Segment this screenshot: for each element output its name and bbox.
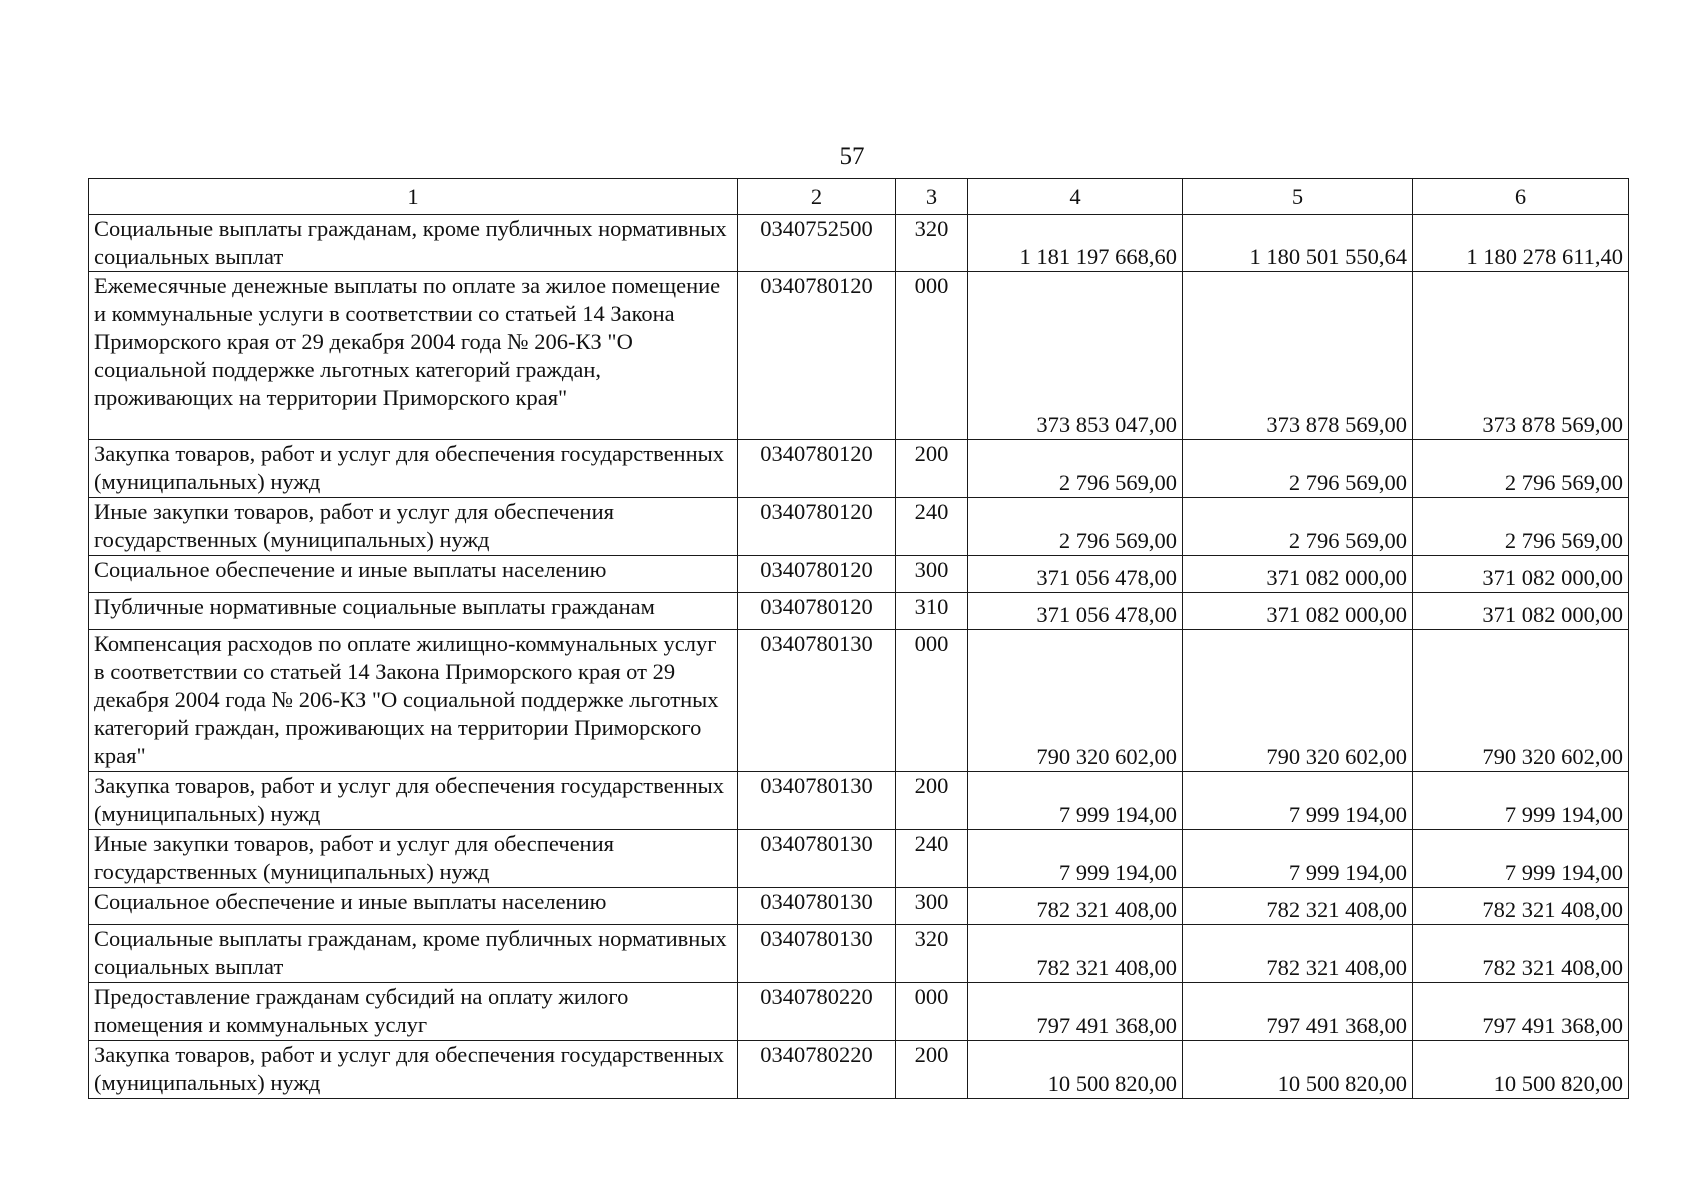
- row-amount-year3: 790 320 602,00: [1413, 630, 1629, 772]
- row-expense-type: 300: [896, 888, 968, 925]
- row-amount-year3: 10 500 820,00: [1413, 1041, 1629, 1099]
- row-name: Ежемесячные денежные выплаты по оплате за жилое помещение и коммунальные услуги в соответствии со статьей 14 Закона Приморского края от 29 декабря 2004 года № 206-КЗ "О социальной поддержке льготных категорий граждан, проживающих на территории Приморского края": [89, 272, 738, 440]
- row-amount-year3: 373 878 569,00: [1413, 272, 1629, 440]
- table-row: [89, 272, 1629, 440]
- row-name: Социальные выплаты гражданам, кроме публичных нормативных социальных выплат: [89, 925, 738, 983]
- row-name: Публичные нормативные социальные выплаты гражданам: [89, 593, 738, 630]
- row-amount-year2: 7 999 194,00: [1183, 830, 1413, 888]
- row-code: 0340780130: [738, 630, 896, 772]
- row-amount-year1: 797 491 368,00: [968, 983, 1183, 1041]
- row-amount-year2: 782 321 408,00: [1183, 888, 1413, 925]
- row-code: 0340780120: [738, 556, 896, 593]
- row-amount-year1: 7 999 194,00: [968, 772, 1183, 830]
- table-row: [89, 1041, 1629, 1099]
- row-name: Компенсация расходов по оплате жилищно-коммунальных услуг в соответствии со статьей 14 Закона Приморского края от 29 декабря 2004 года № 206-КЗ "О социальной поддержке льготных категорий граждан, проживающих на территории Приморского края": [89, 630, 738, 772]
- row-amount-year2: 797 491 368,00: [1183, 983, 1413, 1041]
- row-amount-year3: 782 321 408,00: [1413, 925, 1629, 983]
- row-name: Социальные выплаты гражданам, кроме публичных нормативных социальных выплат: [89, 215, 738, 272]
- row-code: 0340780120: [738, 498, 896, 556]
- row-expense-type: 200: [896, 772, 968, 830]
- table-header-row: [89, 179, 1629, 215]
- row-amount-year1: 371 056 478,00: [968, 593, 1183, 630]
- row-amount-year2: 371 082 000,00: [1183, 593, 1413, 630]
- row-amount-year3: 2 796 569,00: [1413, 440, 1629, 498]
- table-row: [89, 556, 1629, 593]
- row-amount-year1: 790 320 602,00: [968, 630, 1183, 772]
- row-expense-type: 310: [896, 593, 968, 630]
- row-amount-year3: 782 321 408,00: [1413, 888, 1629, 925]
- column-header: 2: [738, 179, 896, 215]
- row-amount-year2: 10 500 820,00: [1183, 1041, 1413, 1099]
- table-row: [89, 440, 1629, 498]
- column-header: 6: [1413, 179, 1629, 215]
- row-name: Иные закупки товаров, работ и услуг для обеспечения государственных (муниципальных) нужд: [89, 498, 738, 556]
- table-row: [89, 630, 1629, 772]
- table-row: [89, 498, 1629, 556]
- row-name: Закупка товаров, работ и услуг для обеспечения государственных (муниципальных) нужд: [89, 772, 738, 830]
- row-name: Закупка товаров, работ и услуг для обеспечения государственных (муниципальных) нужд: [89, 440, 738, 498]
- row-expense-type: 320: [896, 215, 968, 272]
- column-header: 5: [1183, 179, 1413, 215]
- column-header: 4: [968, 179, 1183, 215]
- row-amount-year2: 371 082 000,00: [1183, 556, 1413, 593]
- row-amount-year3: 2 796 569,00: [1413, 498, 1629, 556]
- row-code: 0340780130: [738, 925, 896, 983]
- table-row: [89, 593, 1629, 630]
- row-amount-year3: 371 082 000,00: [1413, 593, 1629, 630]
- row-amount-year3: 7 999 194,00: [1413, 830, 1629, 888]
- row-name: Социальное обеспечение и иные выплаты населению: [89, 888, 738, 925]
- row-amount-year2: 1 180 501 550,64: [1183, 215, 1413, 272]
- budget-table: [88, 178, 1629, 1099]
- table-row: [89, 983, 1629, 1041]
- row-amount-year3: 371 082 000,00: [1413, 556, 1629, 593]
- row-expense-type: 200: [896, 440, 968, 498]
- table-row: [89, 772, 1629, 830]
- row-expense-type: 000: [896, 983, 968, 1041]
- row-code: 0340780220: [738, 1041, 896, 1099]
- row-amount-year1: 7 999 194,00: [968, 830, 1183, 888]
- row-expense-type: 300: [896, 556, 968, 593]
- row-amount-year1: 373 853 047,00: [968, 272, 1183, 440]
- row-amount-year3: 1 180 278 611,40: [1413, 215, 1629, 272]
- column-header: 1: [89, 179, 738, 215]
- page-number: 57: [839, 143, 865, 170]
- row-amount-year3: 797 491 368,00: [1413, 983, 1629, 1041]
- row-amount-year2: 2 796 569,00: [1183, 440, 1413, 498]
- row-expense-type: 240: [896, 830, 968, 888]
- row-name: Иные закупки товаров, работ и услуг для обеспечения государственных (муниципальных) нужд: [89, 830, 738, 888]
- row-amount-year2: 373 878 569,00: [1183, 272, 1413, 440]
- row-expense-type: 200: [896, 1041, 968, 1099]
- row-code: 0340780130: [738, 772, 896, 830]
- row-amount-year2: 782 321 408,00: [1183, 925, 1413, 983]
- column-header: 3: [896, 179, 968, 215]
- table-row: [89, 925, 1629, 983]
- row-amount-year1: 782 321 408,00: [968, 888, 1183, 925]
- row-amount-year2: 7 999 194,00: [1183, 772, 1413, 830]
- row-code: 0340780120: [738, 272, 896, 440]
- row-amount-year3: 7 999 194,00: [1413, 772, 1629, 830]
- table-row: [89, 888, 1629, 925]
- row-name: Предоставление гражданам субсидий на оплату жилого помещения и коммунальных услуг: [89, 983, 738, 1041]
- row-amount-year2: 2 796 569,00: [1183, 498, 1413, 556]
- row-code: 0340752500: [738, 215, 896, 272]
- row-code: 0340780120: [738, 593, 896, 630]
- row-code: 0340780130: [738, 830, 896, 888]
- row-code: 0340780120: [738, 440, 896, 498]
- row-amount-year1: 2 796 569,00: [968, 498, 1183, 556]
- row-code: 0340780130: [738, 888, 896, 925]
- row-amount-year2: 790 320 602,00: [1183, 630, 1413, 772]
- row-expense-type: 000: [896, 272, 968, 440]
- row-expense-type: 000: [896, 630, 968, 772]
- row-amount-year1: 782 321 408,00: [968, 925, 1183, 983]
- row-amount-year1: 10 500 820,00: [968, 1041, 1183, 1099]
- row-code: 0340780220: [738, 983, 896, 1041]
- row-amount-year1: 2 796 569,00: [968, 440, 1183, 498]
- row-name: Социальное обеспечение и иные выплаты населению: [89, 556, 738, 593]
- row-expense-type: 240: [896, 498, 968, 556]
- table-row: [89, 830, 1629, 888]
- row-expense-type: 320: [896, 925, 968, 983]
- table-row: [89, 215, 1629, 272]
- row-amount-year1: 371 056 478,00: [968, 556, 1183, 593]
- row-amount-year1: 1 181 197 668,60: [968, 215, 1183, 272]
- row-name: Закупка товаров, работ и услуг для обеспечения государственных (муниципальных) нужд: [89, 1041, 738, 1099]
